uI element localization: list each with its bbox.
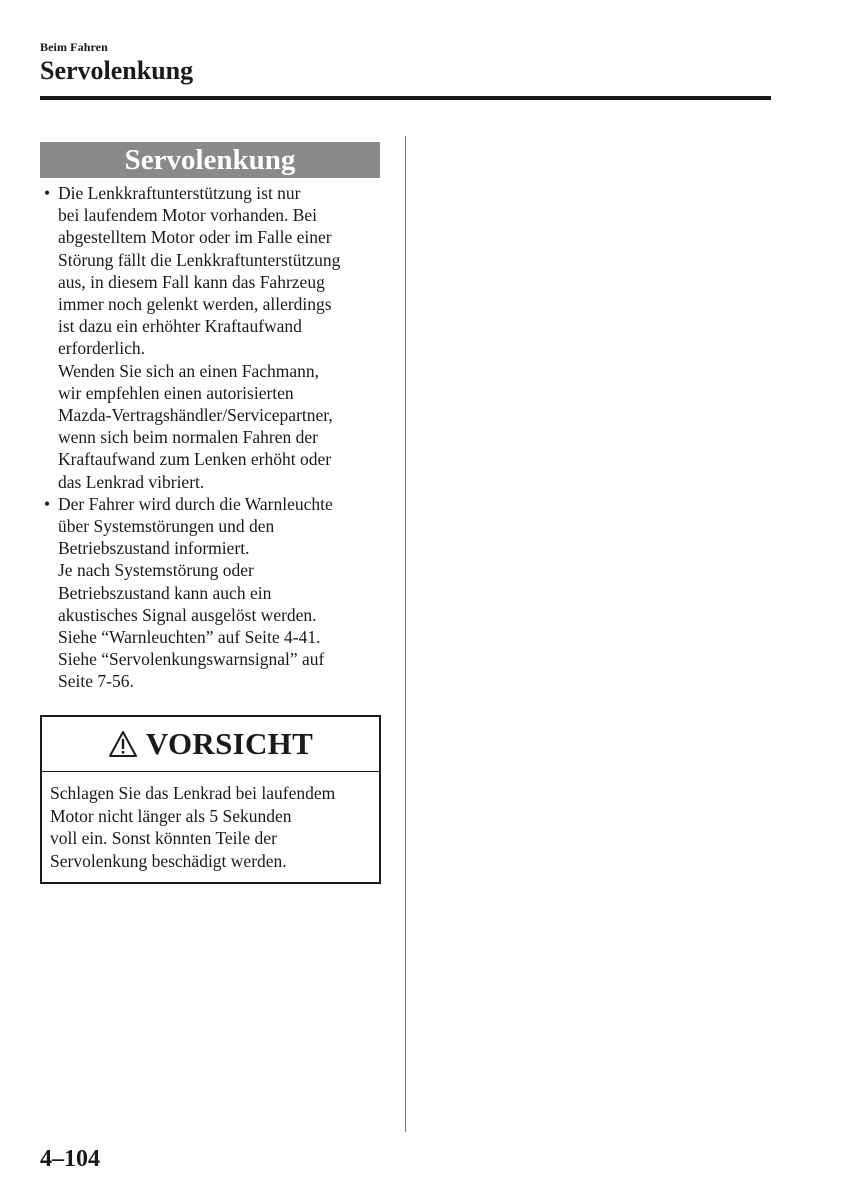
caution-text: Schlagen Sie das Lenkrad bei laufendem Motor nicht länger als 5 Sekunden voll ein. Sonst könnten Teile der Servolenkung beschädigt werden. bbox=[50, 783, 336, 871]
section-heading: Servolenkung bbox=[40, 142, 380, 178]
section-label: Beim Fahren bbox=[40, 40, 108, 54]
column-divider bbox=[405, 136, 406, 1132]
warning-triangle-icon bbox=[108, 730, 138, 758]
header-rule bbox=[40, 96, 771, 100]
bullet-text: Der Fahrer wird durch die Warnleuchte über Systemstörungen und den Betriebszustand informiert. Je nach Systemstörung oder Betriebszustand kann auch ein akustisches Signal ausgelöst werden. Siehe “Warnleuchten” auf Seite 4-41. Siehe “Servolenkungswarnsignal” auf Seite 7-56. bbox=[58, 493, 333, 692]
caution-header bbox=[42, 717, 379, 772]
page-title: Servolenkung bbox=[40, 56, 194, 85]
caution-title: VORSICHT bbox=[145, 726, 314, 761]
bullet-text: Die Lenkkraftunterstützung ist nur bei laufendem Motor vorhanden. Bei abgestelltem Motor oder im Falle einer Störung fällt die Lenkkraftunterstützung aus, in diesem Fall kann das Fahrzeug immer noch gelenkt werden, allerdings ist dazu ein erhöhter Kraftaufwand erforderlich. Wenden Sie sich an einen Fachmann, wir empfehlen einen autorisierten Mazda-Vertragshändler/Servicepartner, wenn sich beim normalen Fahren der Kraftaufwand zum Lenken erhöht oder das Lenkrad vibriert. bbox=[58, 183, 341, 492]
list-item bbox=[40, 493, 385, 693]
bullet-list bbox=[40, 182, 385, 693]
page-number: 4–104 bbox=[40, 1146, 100, 1172]
caution-box bbox=[40, 715, 381, 884]
bullet-marker: • bbox=[44, 493, 51, 514]
bullet-marker: • bbox=[44, 183, 51, 203]
list-item bbox=[40, 182, 385, 493]
